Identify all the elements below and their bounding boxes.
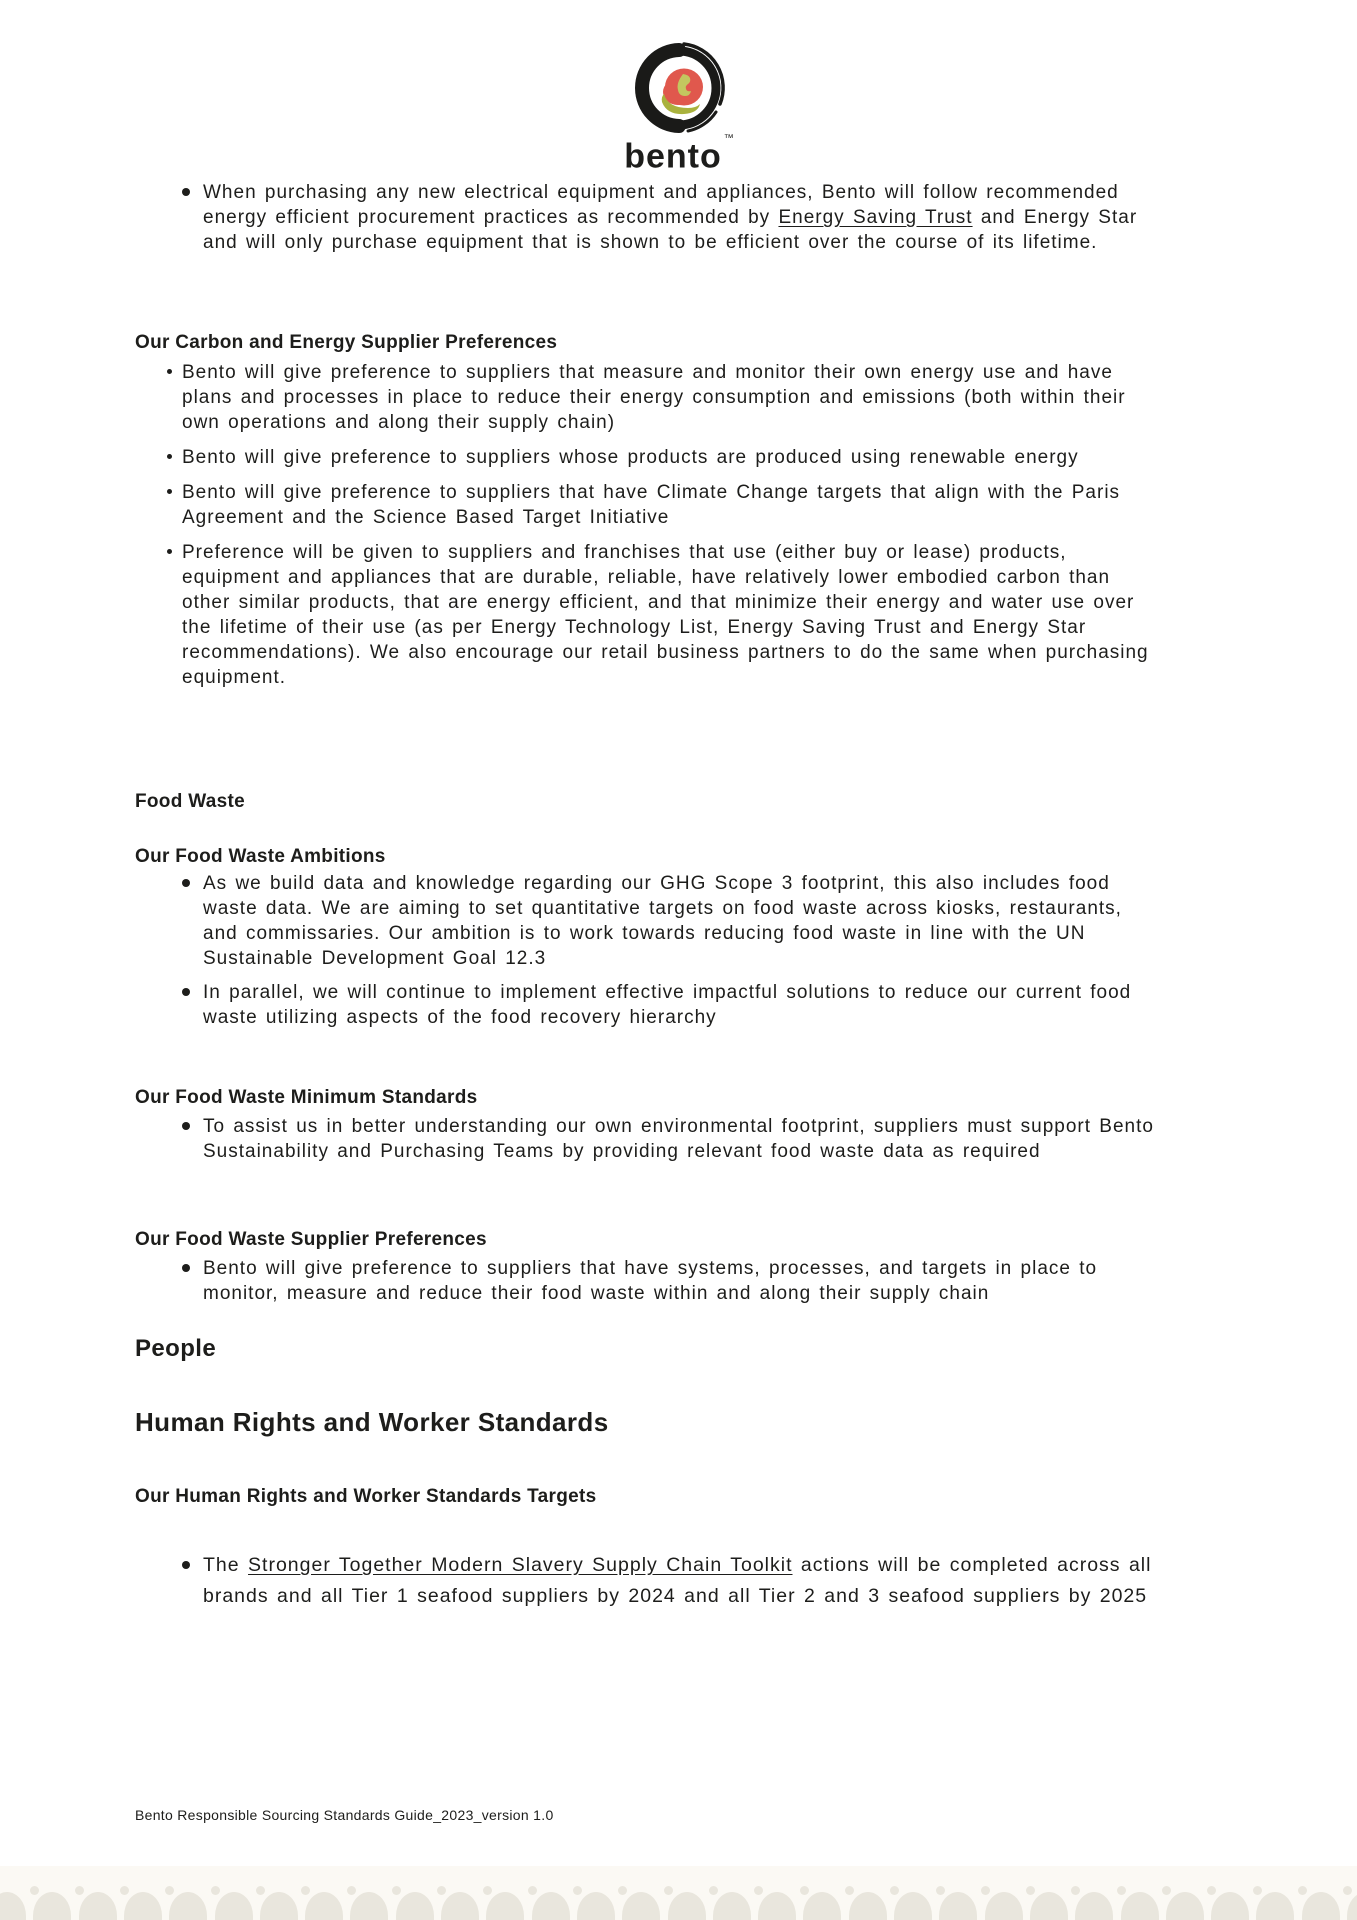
bullet-item <box>135 540 1155 690</box>
decorative-oval-shape <box>124 1892 162 1920</box>
decorative-dot-shape <box>165 1886 174 1895</box>
bullet-item <box>135 480 1155 530</box>
bullet-text: Preference will be given to suppliers and franchises that use (either buy or lease) products, equipment and appliances that are durable, reliable, have relatively lower embodied carbon than other similar products, that are energy efficient, and that minimize their energy and water use over the lifetime of their use (as per Energy Technology List, Energy Saving Trust and Energy Star recommendations). We also encourage our retail business partners to do the same when purchasing equipment. <box>182 542 1149 688</box>
bullet-marker-icon <box>167 369 172 374</box>
decorative-dot-shape <box>1026 1886 1035 1895</box>
bento-logo-mark-icon <box>588 42 770 136</box>
food-waste-supplier-preferences-list <box>135 1256 1155 1306</box>
decorative-oval-shape <box>1030 1892 1068 1920</box>
bullet-marker-icon <box>182 188 190 196</box>
bento-wordmark: bento ™ <box>624 133 735 176</box>
decorative-dot-shape <box>30 1886 39 1895</box>
bullet-text: Bento will give preference to suppliers that have Climate Change targets that align with the Paris Agreement and the Science Based Target Initiative <box>182 482 1121 528</box>
decorative-oval-shape <box>577 1892 615 1920</box>
heading-people: People <box>135 1335 217 1362</box>
bullet-item <box>135 1256 1155 1306</box>
heading-human-rights-worker-standards: Human Rights and Worker Standards <box>135 1407 609 1437</box>
decorative-dot-shape <box>1343 1886 1352 1895</box>
heading-carbon-supplier-preferences: Our Carbon and Energy Supplier Preferences <box>135 332 558 353</box>
bullet-item <box>135 445 1155 470</box>
decorative-dot-shape <box>573 1886 582 1895</box>
inline-link[interactable]: Energy Saving Trust <box>778 207 973 228</box>
bullet-item <box>135 1114 1155 1164</box>
decorative-dot-shape <box>301 1886 310 1895</box>
decorative-dot-shape <box>437 1886 446 1895</box>
bullet-text: To assist us in better understanding our own environmental footprint, suppliers must support Bento Sustainability and Purchasing Teams by providing relevant food waste data as required <box>203 1116 1154 1162</box>
bullet-item <box>135 360 1155 435</box>
inline-link[interactable]: Stronger Together Modern Slavery Supply Chain Toolkit <box>248 1554 793 1576</box>
decorative-oval-shape <box>1347 1892 1357 1920</box>
decorative-dot-shape <box>1298 1886 1307 1895</box>
decorative-dot-shape <box>936 1886 945 1895</box>
heading-food-waste: Food Waste <box>135 791 245 812</box>
bullet-text: When purchasing any new electrical equipment and appliances, Bento will follow recommended energy efficient procurement practices as recommended by Energy Saving Trust and Energy Star and will only purchase equipment that is shown to be efficient over the course of its lifetime. <box>203 182 1138 253</box>
decorative-dot-shape <box>1253 1886 1262 1895</box>
decorative-oval-shape <box>1075 1892 1113 1920</box>
bullet-marker-icon <box>167 489 172 494</box>
bullet-text: As we build data and knowledge regarding our GHG Scope 3 footprint, this also includes food waste data. We are aiming to set quantitative targets on food waste across kiosks, restaurants, and commissaries. Our ambition is to work towards reducing food waste in line with the UN Sustainable Development Goal 12.3 <box>203 873 1122 969</box>
decorative-oval-shape <box>894 1892 932 1920</box>
decorative-oval-shape <box>1121 1892 1159 1920</box>
decorative-oval-shape <box>758 1892 796 1920</box>
food-waste-ambitions-list <box>135 871 1155 1030</box>
bullet-marker-icon <box>167 549 172 554</box>
decorative-oval-shape <box>849 1892 887 1920</box>
decorative-oval-shape <box>1302 1892 1340 1920</box>
decorative-oval-shape <box>169 1892 207 1920</box>
bullet-item <box>135 180 1155 255</box>
decorative-oval-shape <box>803 1892 841 1920</box>
decorative-dot-shape <box>211 1886 220 1895</box>
decorative-oval-shape <box>260 1892 298 1920</box>
decorative-oval-shape <box>713 1892 751 1920</box>
decorative-oval-shape <box>1166 1892 1204 1920</box>
bullet-item <box>135 1550 1155 1612</box>
decorative-bottom-border <box>0 1866 1357 1920</box>
bullet-marker-icon <box>182 1122 190 1130</box>
heading-food-waste-ambitions: Our Food Waste Ambitions <box>135 846 386 867</box>
food-waste-minimum-standards-list <box>135 1114 1155 1164</box>
decorative-oval-shape <box>1256 1892 1294 1920</box>
heading-food-waste-supplier-preferences: Our Food Waste Supplier Preferences <box>135 1229 487 1250</box>
bullet-text: The Stronger Together Modern Slavery Supply Chain Toolkit actions will be completed across all brands and all Tier 1 seafood suppliers by 2024 and all Tier 2 and 3 seafood suppliers by 2025 <box>203 1554 1152 1607</box>
decorative-oval-shape <box>532 1892 570 1920</box>
decorative-dot-shape <box>800 1886 809 1895</box>
decorative-oval-shape <box>622 1892 660 1920</box>
decorative-dot-shape <box>1117 1886 1126 1895</box>
decorative-dot-shape <box>754 1886 763 1895</box>
decorative-dot-shape <box>483 1886 492 1895</box>
decorative-oval-shape <box>350 1892 388 1920</box>
decorative-dot-shape <box>75 1886 84 1895</box>
decorative-dot-shape <box>528 1886 537 1895</box>
footer-document-version: Bento Responsible Sourcing Standards Guide_2023_version 1.0 <box>135 1807 554 1823</box>
decorative-dot-shape <box>256 1886 265 1895</box>
decorative-dot-shape <box>618 1886 627 1895</box>
bullet-item <box>135 980 1155 1030</box>
decorative-dot-shape <box>347 1886 356 1895</box>
decorative-dot-shape <box>1207 1886 1216 1895</box>
human-rights-targets-list <box>135 1550 1155 1612</box>
decorative-oval-shape <box>215 1892 253 1920</box>
heading-food-waste-minimum-standards: Our Food Waste Minimum Standards <box>135 1087 478 1108</box>
decorative-dot-shape <box>890 1886 899 1895</box>
decorative-dot-shape <box>709 1886 718 1895</box>
decorative-oval-shape <box>985 1892 1023 1920</box>
decorative-oval-shape <box>33 1892 71 1920</box>
intro-bullet-list <box>135 180 1155 255</box>
bullet-marker-icon <box>182 988 190 996</box>
bullet-item <box>135 871 1155 971</box>
bullet-text: Bento will give preference to suppliers whose products are produced using renewable energy <box>182 447 1079 468</box>
bullet-text: Bento will give preference to suppliers that measure and monitor their own energy use and have plans and processes in place to reduce their energy consumption and emissions (both within their own operations and along their supply chain) <box>182 362 1126 433</box>
bento-logo <box>0 42 1357 176</box>
decorative-oval-shape <box>441 1892 479 1920</box>
decorative-dot-shape <box>392 1886 401 1895</box>
decorative-dot-shape <box>1162 1886 1171 1895</box>
trademark-symbol: ™ <box>723 133 735 144</box>
decorative-dot-shape <box>981 1886 990 1895</box>
decorative-dot-shape <box>845 1886 854 1895</box>
bullet-marker-icon <box>182 1264 190 1272</box>
decorative-oval-shape <box>486 1892 524 1920</box>
decorative-dot-shape <box>1071 1886 1080 1895</box>
decorative-oval-shape <box>0 1892 26 1920</box>
decorative-oval-shape <box>305 1892 343 1920</box>
bullet-marker-icon <box>182 1561 190 1569</box>
heading-human-rights-targets: Our Human Rights and Worker Standards Targets <box>135 1486 597 1507</box>
bullet-marker-icon <box>167 454 172 459</box>
bullet-marker-icon <box>182 879 190 887</box>
decorative-dot-shape <box>120 1886 129 1895</box>
bullet-text: In parallel, we will continue to implement effective impactful solutions to reduce our current food waste utilizing aspects of the food recovery hierarchy <box>203 982 1132 1028</box>
decorative-oval-shape <box>79 1892 117 1920</box>
decorative-oval-shape <box>668 1892 706 1920</box>
decorative-oval-shape <box>396 1892 434 1920</box>
bullet-text: Bento will give preference to suppliers that have systems, processes, and targets in place to monitor, measure and reduce their food waste within and along their supply chain <box>203 1258 1098 1304</box>
decorative-oval-shape <box>1211 1892 1249 1920</box>
decorative-oval-shape <box>939 1892 977 1920</box>
decorative-dot-shape <box>664 1886 673 1895</box>
carbon-preferences-list <box>135 360 1155 690</box>
